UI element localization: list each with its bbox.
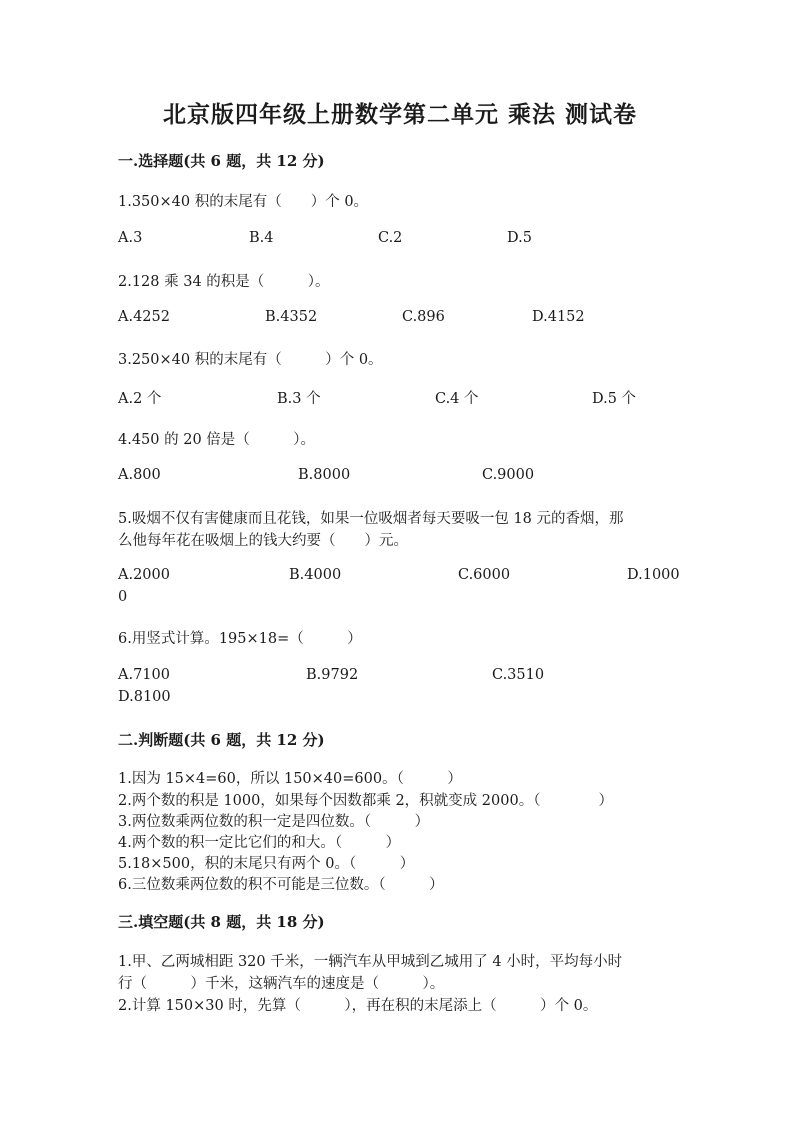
option-d: D.5: [507, 230, 532, 246]
judgement-item: 5.18×500，积的末尾只有两个 0。（ ）: [118, 856, 415, 872]
option-c: C.896: [402, 309, 445, 325]
option-c: C.4 个: [435, 391, 479, 407]
judgement-item: 1.因为 15×4=60，所以 150×40=600。（ ）: [118, 771, 462, 787]
question-text-line-1: 5.吸烟不仅有害健康而且花钱，如果一位吸烟者每天要吸一包 18 元的香烟，那: [118, 511, 624, 527]
option-a: A.3: [118, 230, 143, 246]
option-a: A.7100: [118, 667, 170, 683]
question-text: 1.350×40 积的末尾有（ ）个 0。: [118, 194, 369, 210]
option-c: C.9000: [482, 467, 535, 483]
option-a: A.2000: [118, 567, 170, 583]
option-b: B.4: [249, 230, 274, 246]
option-d: D.1000: [627, 567, 680, 583]
option-b: B.4000: [289, 567, 342, 583]
judgement-item: 6.三位数乘两位数的积不可能是三位数。（ ）: [118, 877, 444, 893]
fill-blank-item: 1.甲、乙两城相距 320 千米，一辆汽车从甲城到乙城用了 4 小时，平均每小时: [118, 954, 623, 970]
judgement-item: 2.两个数的积是 1000，如果每个因数都乘 2，积就变成 2000。（ ）: [118, 793, 613, 809]
question-text-line-2: 么他每年花在吸烟上的钱大约要（ ）元。: [118, 533, 408, 549]
question-text: 3.250×40 积的末尾有（ ）个 0。: [118, 352, 383, 368]
section-heading-judgement: 二.判断题(共 6 题，共 12 分): [118, 731, 325, 749]
fill-blank-item: 行（ ）千米，这辆汽车的速度是（ ）。: [118, 976, 445, 992]
option-c: C.6000: [458, 567, 511, 583]
judgement-item: 3.两位数乘两位数的积一定是四位数。（ ）: [118, 814, 430, 830]
option-b: B.9792: [306, 667, 359, 683]
option-d: D.5 个: [592, 391, 637, 407]
question-text: 6.用竖式计算。195×18=（ ）: [118, 631, 362, 647]
option-b: B.4352: [265, 309, 318, 325]
section-heading-choice: 一.选择题(共 6 题，共 12 分): [118, 152, 325, 170]
fill-blank-item: 2.计算 150×30 时，先算（ ），再在积的末尾添上（ ）个 0。: [118, 998, 598, 1014]
option-d: D.4152: [532, 309, 585, 325]
question-text: 2.128 乘 34 的积是（ ）。: [118, 274, 330, 290]
option-b: B.8000: [298, 467, 351, 483]
option-a: A.800: [118, 467, 161, 483]
option-d-wrap: 0: [118, 589, 128, 605]
option-d: D.8100: [118, 689, 171, 705]
section-heading-fill-blank: 三.填空题(共 8 题，共 18 分): [118, 913, 325, 931]
option-a: A.4252: [118, 309, 170, 325]
page-title: 北京版四年级上册数学第二单元 乘法 测试卷: [162, 101, 637, 128]
option-c: C.3510: [492, 667, 545, 683]
option-b: B.3 个: [277, 391, 321, 407]
option-a: A.2 个: [118, 391, 162, 407]
judgement-item: 4.两个数的积一定比它们的和大。（ ）: [118, 835, 401, 851]
option-c: C.2: [378, 230, 403, 246]
question-text: 4.450 的 20 倍是（ ）。: [118, 432, 316, 448]
